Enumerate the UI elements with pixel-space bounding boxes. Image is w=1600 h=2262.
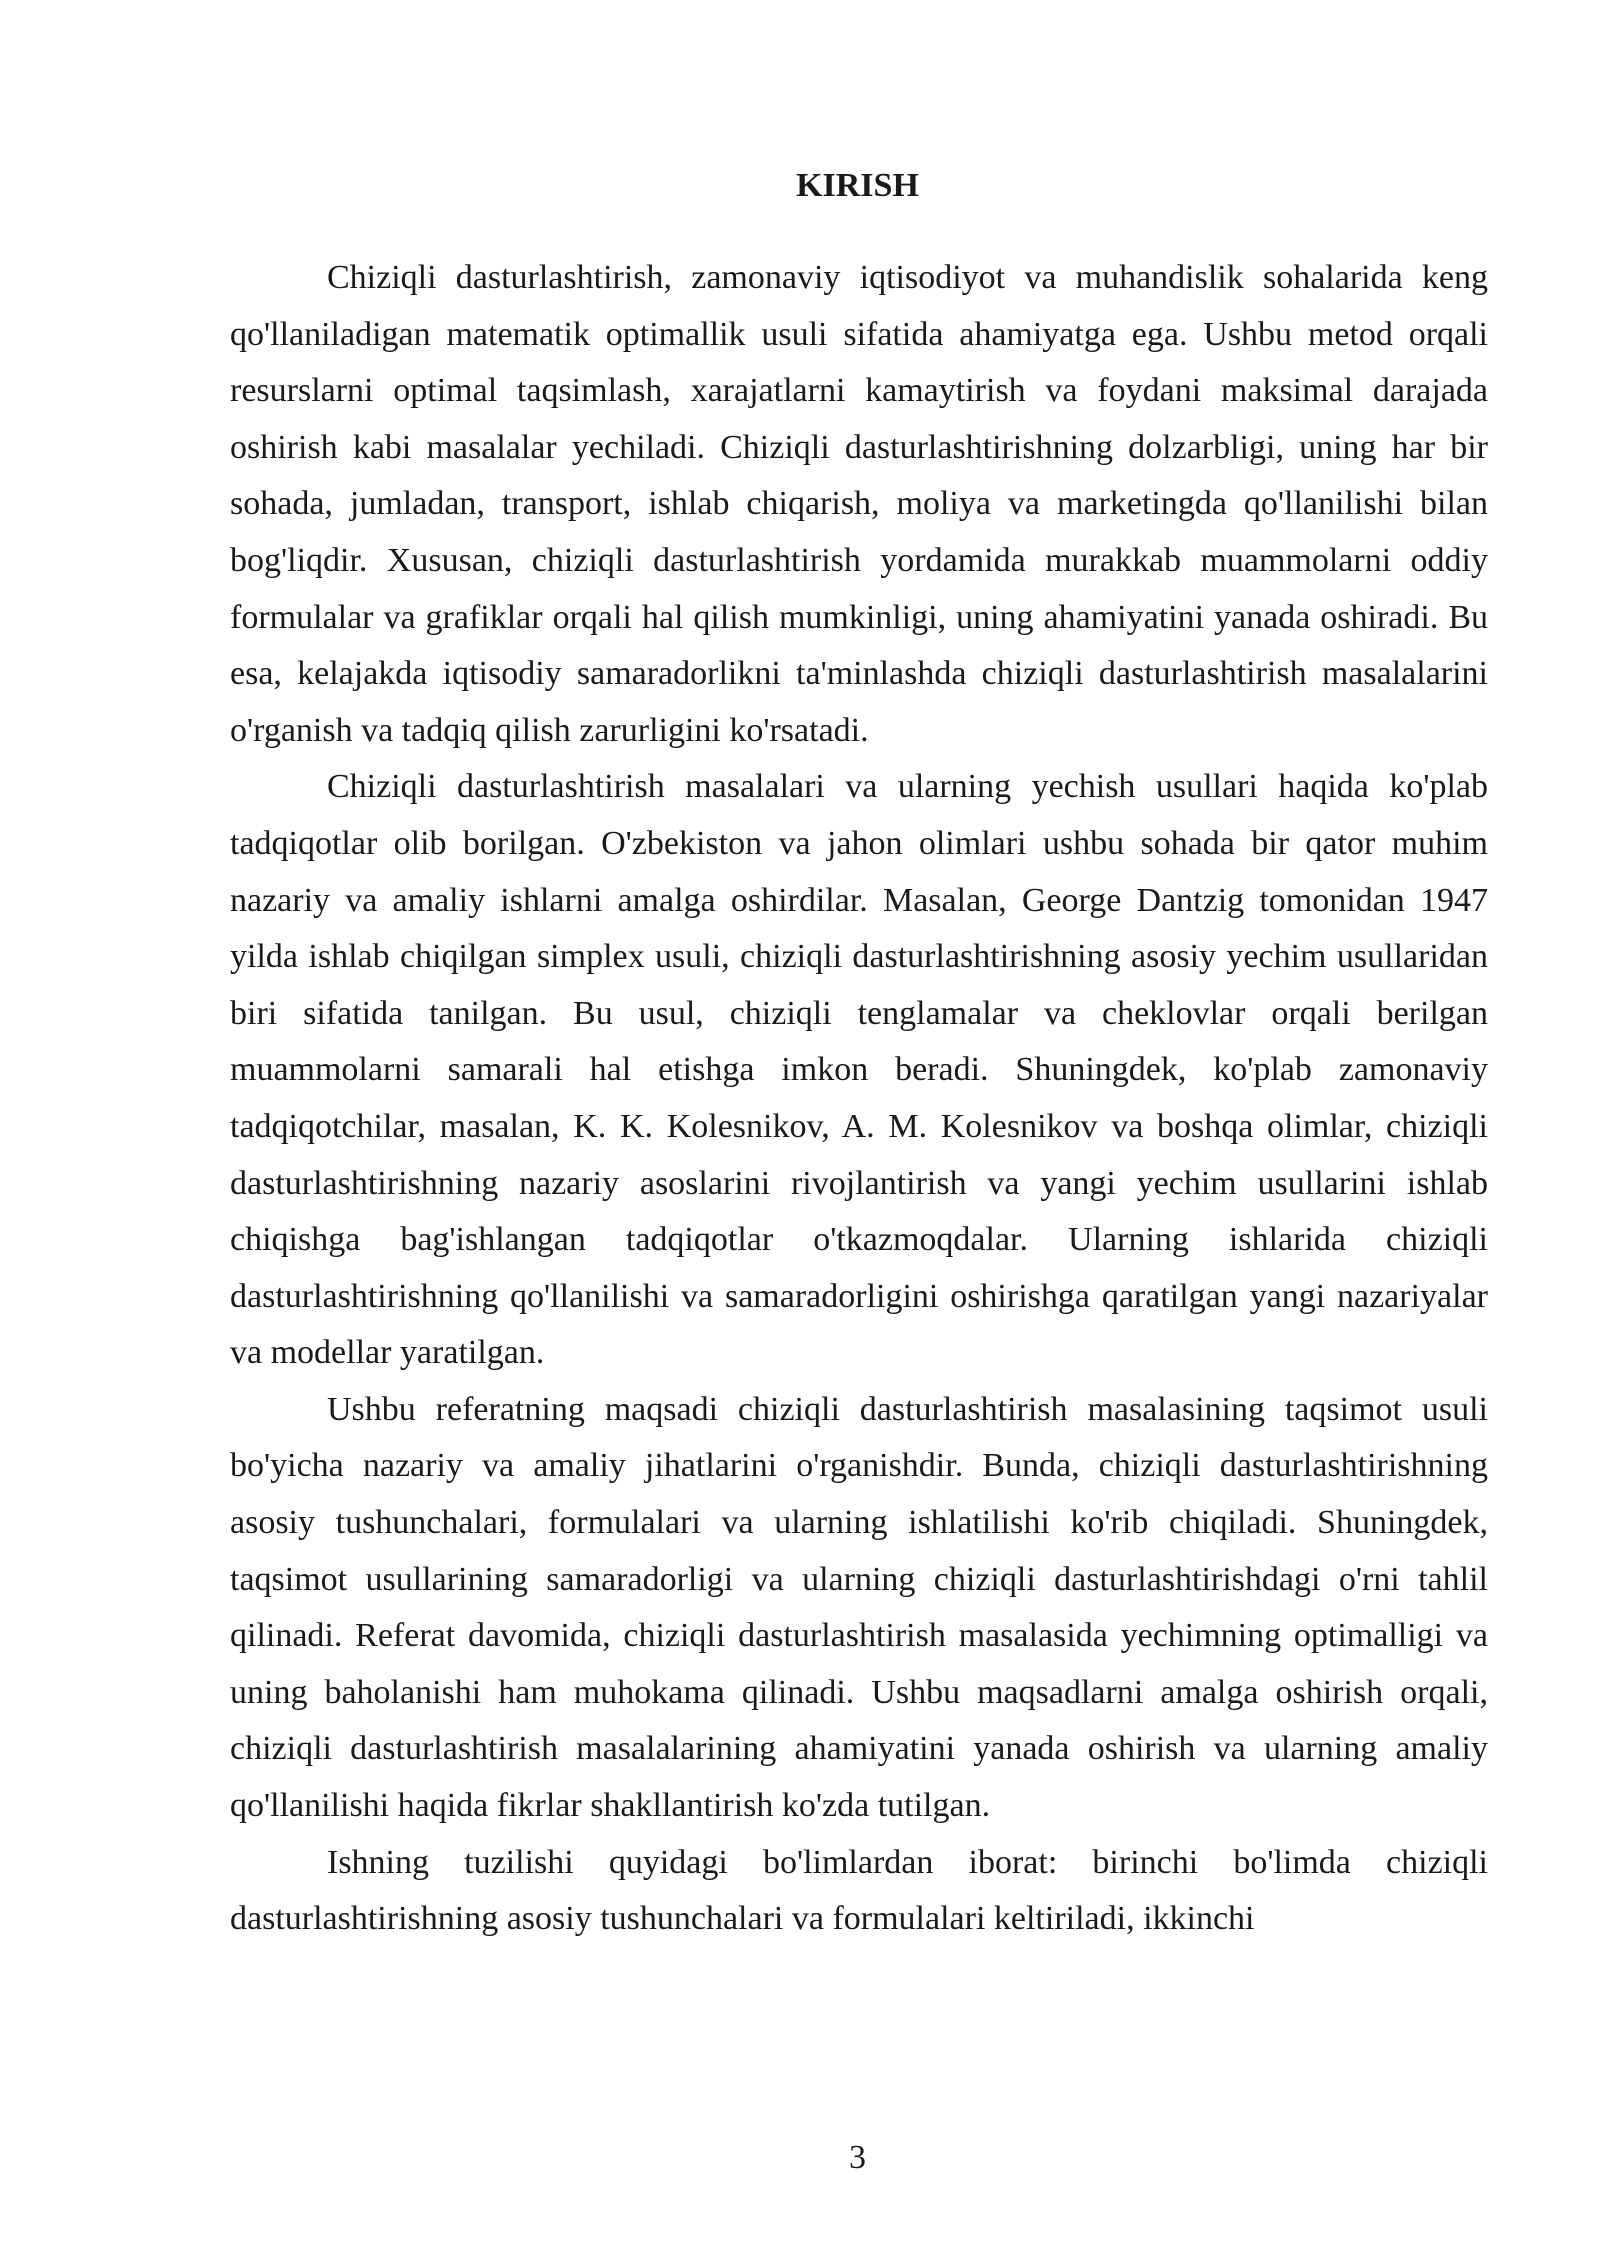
body-text <box>230 250 1488 1948</box>
paragraph: Chiziqli dasturlashtirish, zamonaviy iqtisodiyot va muhandislik sohalarida keng qo'llaniladigan matematik optimallik usuli sifatida ahamiyatga ega. Ushbu metod orqali resurslarni optimal taqsimlash, xarajatlarni kamaytirish va foydani maksimal darajada oshirish kabi masalalar yechiladi. Chiziqli dasturlashtirishning dolzarbligi, uning har bir sohada, jumladan, transport, ishlab chiqarish, moliya va marketingda qo'llanilishi bilan bog'liqdir. Xususan, chiziqli dasturlashtirish yordamida murakkab muammolarni oddiy formulalar va grafiklar orqali hal qilish mumkinligi, uning ahamiyatini yanada oshiradi. Bu esa, kelajakda iqtisodiy samaradorlikni ta'minlashda chiziqli dasturlashtirish masalalarini o'rganish va tadqiq qilish zarurligini ko'rsatadi. <box>230 259 1488 749</box>
page-number: 3 <box>849 2139 866 2176</box>
paragraph: Chiziqli dasturlashtirish masalalari va ularning yechish usullari haqida ko'plab tadqiqotlar olib borilgan. O'zbekiston va jahon olimlari ushbu sohada bir qator muhim nazariy va amaliy ishlarni amalga oshirdilar. Masalan, George Dantzig tomonidan 1947 yilda ishlab chiqilgan simplex usuli, chiziqli dasturlashtirishning asosiy yechim usullaridan biri sifatida tanilgan. Bu usul, chiziqli tenglamalar va cheklovlar orqali berilgan muammolarni samarali hal etishga imkon beradi. Shuningdek, ko'plab zamonaviy tadqiqotchilar, masalan, K. K. Kolesnikov, A. M. Kolesnikov va boshqa olimlar, chiziqli dasturlashtirishning nazariy asoslarini rivojlantirish va yangi yechim usullarini ishlab chiqishga bag'ishlangan tadqiqotlar o'tkazmoqdalar. Ularning ishlarida chiziqli dasturlashtirishning qo'llanilishi va samaradorligini oshirishga qaratilgan yangi nazariyalar va modellar yaratilgan. <box>230 768 1488 1372</box>
section-title: KIRISH <box>796 167 919 204</box>
paragraph: Ishning tuzilishi quyidagi bo'limlardan iborat: birinchi bo'limda chiziqli dasturlashtirishning asosiy tushunchalari va formulalari keltiriladi, ikkinchi <box>230 1843 1488 1938</box>
paragraph: Ushbu referatning maqsadi chiziqli dasturlashtirish masalasining taqsimot usuli bo'yicha nazariy va amaliy jihatlarini o'rganishdir. Bunda, chiziqli dasturlashtirishning asosiy tushunchalari, formulalari va ularning ishlatilishi ko'rib chiqiladi. Shuningdek, taqsimot usullarining samaradorligi va ularning chiziqli dasturlashtirishdagi o'rni tahlil qilinadi. Referat davomida, chiziqli dasturlashtirish masalasida yechimning optimalligi va uning baholanishi ham muhokama qilinadi. Ushbu maqsadlarni amalga oshirish orqali, chiziqli dasturlashtirish masalalarining ahamiyatini yanada oshirish va ularning amaliy qo'llanilishi haqida fikrlar shakllantirish ko'zda tutilgan. <box>230 1390 1488 1825</box>
